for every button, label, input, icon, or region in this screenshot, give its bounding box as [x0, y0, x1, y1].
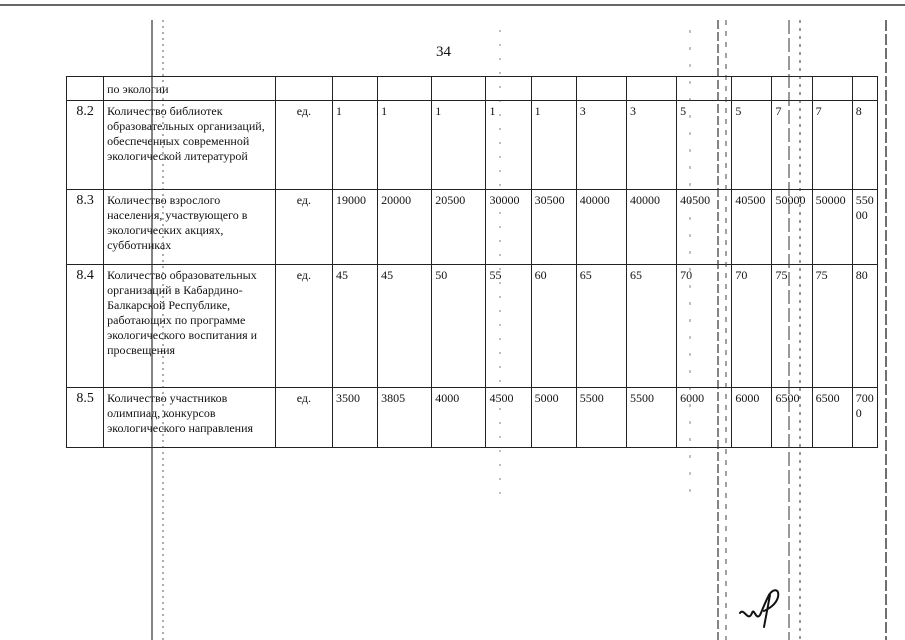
value-cell: 6500 [772, 388, 812, 448]
value-cell [576, 77, 626, 101]
value-cell: 30000 [486, 190, 531, 265]
value-cell [772, 77, 812, 101]
value-cell: 70 [677, 265, 732, 388]
value-cell: 30500 [531, 190, 576, 265]
value-cell: 3 [576, 101, 626, 190]
value-cell: 6000 [732, 388, 772, 448]
value-cell: 1 [332, 101, 377, 190]
value-cell: 5000 [531, 388, 576, 448]
row-number: 8.3 [67, 190, 104, 265]
value-cell: 4500 [486, 388, 531, 448]
indicator-name: по экологии [104, 77, 276, 101]
page-number: 34 [436, 44, 451, 60]
value-cell: 50000 [812, 190, 852, 265]
indicator-name: Количество взрослого населения, участвующего в экологических акциях, субботниках [104, 190, 276, 265]
value-cell: 55 [486, 265, 531, 388]
value-cell: 7000 [852, 388, 877, 448]
value-cell [677, 77, 732, 101]
value-cell: 3500 [332, 388, 377, 448]
row-number: 8.2 [67, 101, 104, 190]
value-cell: 1 [432, 101, 486, 190]
row-number [67, 77, 104, 101]
value-cell: 5 [732, 101, 772, 190]
value-cell: 40500 [677, 190, 732, 265]
value-cell [486, 77, 531, 101]
table-row [67, 190, 878, 265]
value-cell: 75 [812, 265, 852, 388]
value-cell [852, 77, 877, 101]
row-number: 8.4 [67, 265, 104, 388]
value-cell: 1 [378, 101, 432, 190]
value-cell: 80 [852, 265, 877, 388]
value-cell: 1 [531, 101, 576, 190]
value-cell: 1 [486, 101, 531, 190]
value-cell [332, 77, 377, 101]
value-cell: 50 [432, 265, 486, 388]
value-cell: 60 [531, 265, 576, 388]
value-cell: 6500 [812, 388, 852, 448]
value-cell: 65 [576, 265, 626, 388]
value-cell: 5500 [626, 388, 676, 448]
value-cell: 5500 [576, 388, 626, 448]
value-cell: 7 [772, 101, 812, 190]
value-cell: 40000 [576, 190, 626, 265]
value-cell: 6000 [677, 388, 732, 448]
value-cell: 19000 [332, 190, 377, 265]
value-cell: 8 [852, 101, 877, 190]
value-cell [432, 77, 486, 101]
indicator-name: Количество образовательных организаций в Кабардино-Балкарской Республике, работающих по программе экологического воспитания и просвещения [104, 265, 276, 388]
value-cell: 45 [332, 265, 377, 388]
value-cell: 55000 [852, 190, 877, 265]
value-cell [531, 77, 576, 101]
value-cell: 40500 [732, 190, 772, 265]
value-cell: 65 [626, 265, 676, 388]
unit-cell [275, 77, 332, 101]
indicator-name: Количество библиотек образовательных организаций, обеспеченных современной экологической литературой [104, 101, 276, 190]
value-cell: 7 [812, 101, 852, 190]
value-cell [626, 77, 676, 101]
value-cell: 3 [626, 101, 676, 190]
value-cell: 75 [772, 265, 812, 388]
indicator-name: Количество участников олимпиад, конкурсов экологического направления [104, 388, 276, 448]
value-cell [378, 77, 432, 101]
signature [736, 583, 792, 629]
unit-cell: ед. [275, 265, 332, 388]
indicators-table [66, 76, 878, 448]
value-cell: 40000 [626, 190, 676, 265]
value-cell: 50000 [772, 190, 812, 265]
table-row [67, 101, 878, 190]
row-number: 8.5 [67, 388, 104, 448]
value-cell: 20000 [378, 190, 432, 265]
table-row [67, 265, 878, 388]
value-cell: 4000 [432, 388, 486, 448]
table-row [67, 77, 878, 101]
value-cell: 45 [378, 265, 432, 388]
value-cell [732, 77, 772, 101]
value-cell: 5 [677, 101, 732, 190]
value-cell [812, 77, 852, 101]
value-cell: 20500 [432, 190, 486, 265]
value-cell: 3805 [378, 388, 432, 448]
unit-cell: ед. [275, 388, 332, 448]
unit-cell: ед. [275, 190, 332, 265]
value-cell: 70 [732, 265, 772, 388]
table-row [67, 388, 878, 448]
table-body [67, 77, 878, 448]
unit-cell: ед. [275, 101, 332, 190]
